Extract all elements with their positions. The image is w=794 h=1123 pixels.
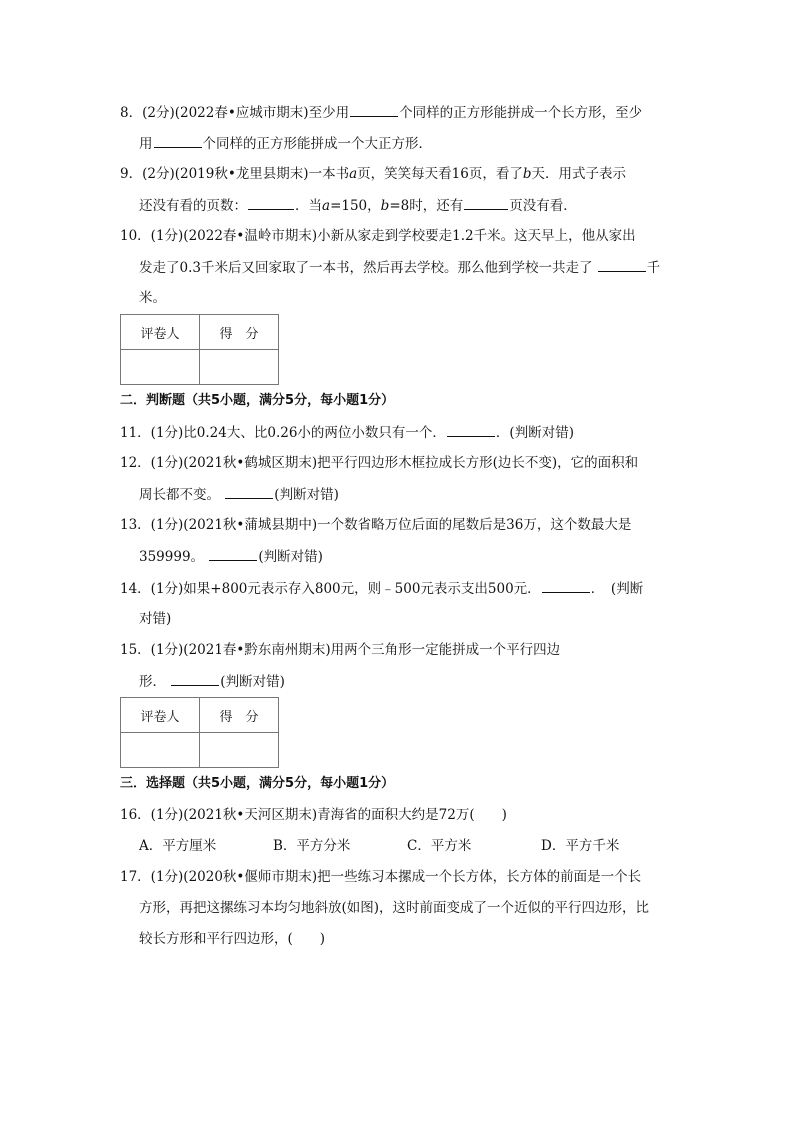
- score-table: [120, 314, 279, 385]
- answer-blank[interactable]: [464, 195, 508, 210]
- answer-blank[interactable]: [248, 195, 294, 210]
- answer-blank[interactable]: [225, 484, 273, 499]
- question-14-text: 对错): [139, 611, 172, 627]
- question-15-line-1: [120, 640, 560, 660]
- score-label: 得 分: [200, 698, 279, 733]
- question-9-text: 页，笑笑每天看16页，看了: [357, 166, 523, 182]
- question-11-line-1: [120, 422, 574, 443]
- question-9-text: =150，: [330, 198, 381, 214]
- question-10-text: 千: [646, 260, 661, 276]
- question-10-text: 米。: [139, 290, 166, 306]
- answer-blank[interactable]: [154, 133, 202, 148]
- question-13-text: (判断对错): [258, 549, 323, 565]
- question-13-text: 13．(1分)(2021秋•蒲城县期中)一个数省略万位后面的尾数后是36万，这个数最大是: [120, 517, 632, 533]
- question-14-text: ． (判断: [590, 581, 644, 597]
- section-heading-judgement: 二．判断题（共5小题，满分5分，每小题1分）: [120, 393, 395, 408]
- question-8-line-1: [120, 102, 642, 123]
- question-8-text: 8．(2分)(2022春•应城市期末)至少用: [120, 105, 350, 121]
- question-15-text: 15．(1分)(2021春•黔东南州期末)用两个三角形一定能拼成一个平行四边: [120, 642, 561, 658]
- question-12-line-1: [120, 453, 638, 473]
- question-9-text: =8时，还有: [389, 198, 464, 214]
- variable-b: b: [380, 198, 390, 214]
- question-16-options: [139, 836, 675, 856]
- option-d[interactable]: D．平方千米: [541, 838, 620, 854]
- question-11-text: ．(判断对错): [495, 425, 574, 441]
- question-8-text: 个同样的正方形能拼成一个长方形，至少: [399, 105, 643, 121]
- question-17-line-1: [120, 867, 641, 887]
- question-17-text: 较长方形和平行四边形，( ): [139, 931, 326, 947]
- question-15-line-2: [139, 671, 285, 692]
- question-9-text: 页没有看．: [509, 198, 577, 214]
- answer-blank[interactable]: [598, 257, 646, 272]
- question-9-line-1: [120, 164, 626, 184]
- option-b[interactable]: B．平方分米: [273, 838, 351, 854]
- question-13-line-1: [120, 515, 631, 535]
- question-10-line-3: [139, 288, 166, 308]
- variable-b: b: [522, 166, 532, 182]
- question-8-text: 用: [139, 136, 153, 152]
- option-a[interactable]: A．平方厘米: [139, 838, 217, 854]
- question-17-line-3: [139, 929, 325, 949]
- question-17-line-2: [139, 898, 649, 918]
- reviewer-label: 评卷人: [121, 698, 200, 733]
- reviewer-cell[interactable]: [121, 350, 200, 385]
- question-14-line-2: [139, 609, 171, 629]
- question-12-text: 周长都不变。: [139, 487, 220, 503]
- question-9-text: 还没有看的页数：: [139, 198, 247, 214]
- question-17-text: 方形，再把这摞练习本均匀地斜放(如图)，这时前面变成了一个近似的平行四边形，比: [139, 900, 650, 916]
- question-13-text: 359999。: [139, 549, 205, 565]
- question-12-text: (判断对错): [274, 487, 339, 503]
- question-9-line-2: [139, 195, 577, 216]
- question-9-text: 天．用式子表示: [531, 166, 626, 182]
- question-10-text: 10．(1分)(2022春•温岭市期末)小新从家走到学校要走1.2千米。这天早上，他从家出: [120, 228, 636, 244]
- answer-blank[interactable]: [171, 671, 219, 686]
- question-10-line-1: [120, 226, 636, 246]
- question-15-text: (判断对错): [220, 674, 285, 690]
- question-10-line-2: [139, 257, 660, 278]
- question-14-text: 14．(1分)如果+800元表示存入800元，则﹣500元表示支出500元．: [120, 581, 541, 597]
- answer-blank[interactable]: [350, 102, 398, 117]
- score-label: 得 分: [200, 315, 279, 350]
- question-14-line-1: [120, 578, 643, 599]
- variable-a: a: [349, 166, 358, 182]
- score-cell[interactable]: [200, 350, 279, 385]
- question-8-line-2: [139, 133, 432, 154]
- question-8-text: 个同样的正方形能拼成一个大正方形．: [202, 136, 432, 152]
- question-15-text: 形．: [139, 674, 166, 690]
- question-11-text: 11．(1分)比0.24大、比0.26小的两位小数只有一个．: [120, 425, 446, 441]
- question-13-line-2: [139, 546, 323, 567]
- question-17-text: 17．(1分)(2020秋•偃师市期末)把一些练习本摞成一个长方体，长方体的前面是一个长: [120, 869, 642, 885]
- score-cell[interactable]: [200, 733, 279, 768]
- section-heading-choice: 三．选择题（共5小题，满分5分，每小题1分）: [120, 776, 395, 791]
- question-9-text: 9．(2分)(2019秋•龙里县期末)一本书: [120, 166, 350, 182]
- question-16-text: 16．(1分)(2021秋•天河区期末)青海省的面积大约是72万( ): [120, 807, 507, 823]
- answer-blank[interactable]: [542, 578, 590, 593]
- question-16-line-1: [120, 805, 507, 825]
- reviewer-cell[interactable]: [121, 733, 200, 768]
- variable-a: a: [322, 198, 331, 214]
- answer-blank[interactable]: [209, 546, 257, 561]
- option-c[interactable]: C．平方米: [407, 838, 472, 854]
- question-12-line-2: [139, 484, 339, 505]
- question-9-text: ．当: [295, 198, 322, 214]
- reviewer-label: 评卷人: [121, 315, 200, 350]
- score-table: [120, 697, 279, 768]
- question-10-text: 发走了0.3千米后又回家取了一本书，然后再去学校。那么他到学校一共走了: [139, 260, 593, 276]
- answer-blank[interactable]: [447, 422, 495, 437]
- question-12-text: 12．(1分)(2021秋•鹤城区期末)把平行四边形木框拉成长方形(边长不变)，它的面积和: [120, 455, 639, 471]
